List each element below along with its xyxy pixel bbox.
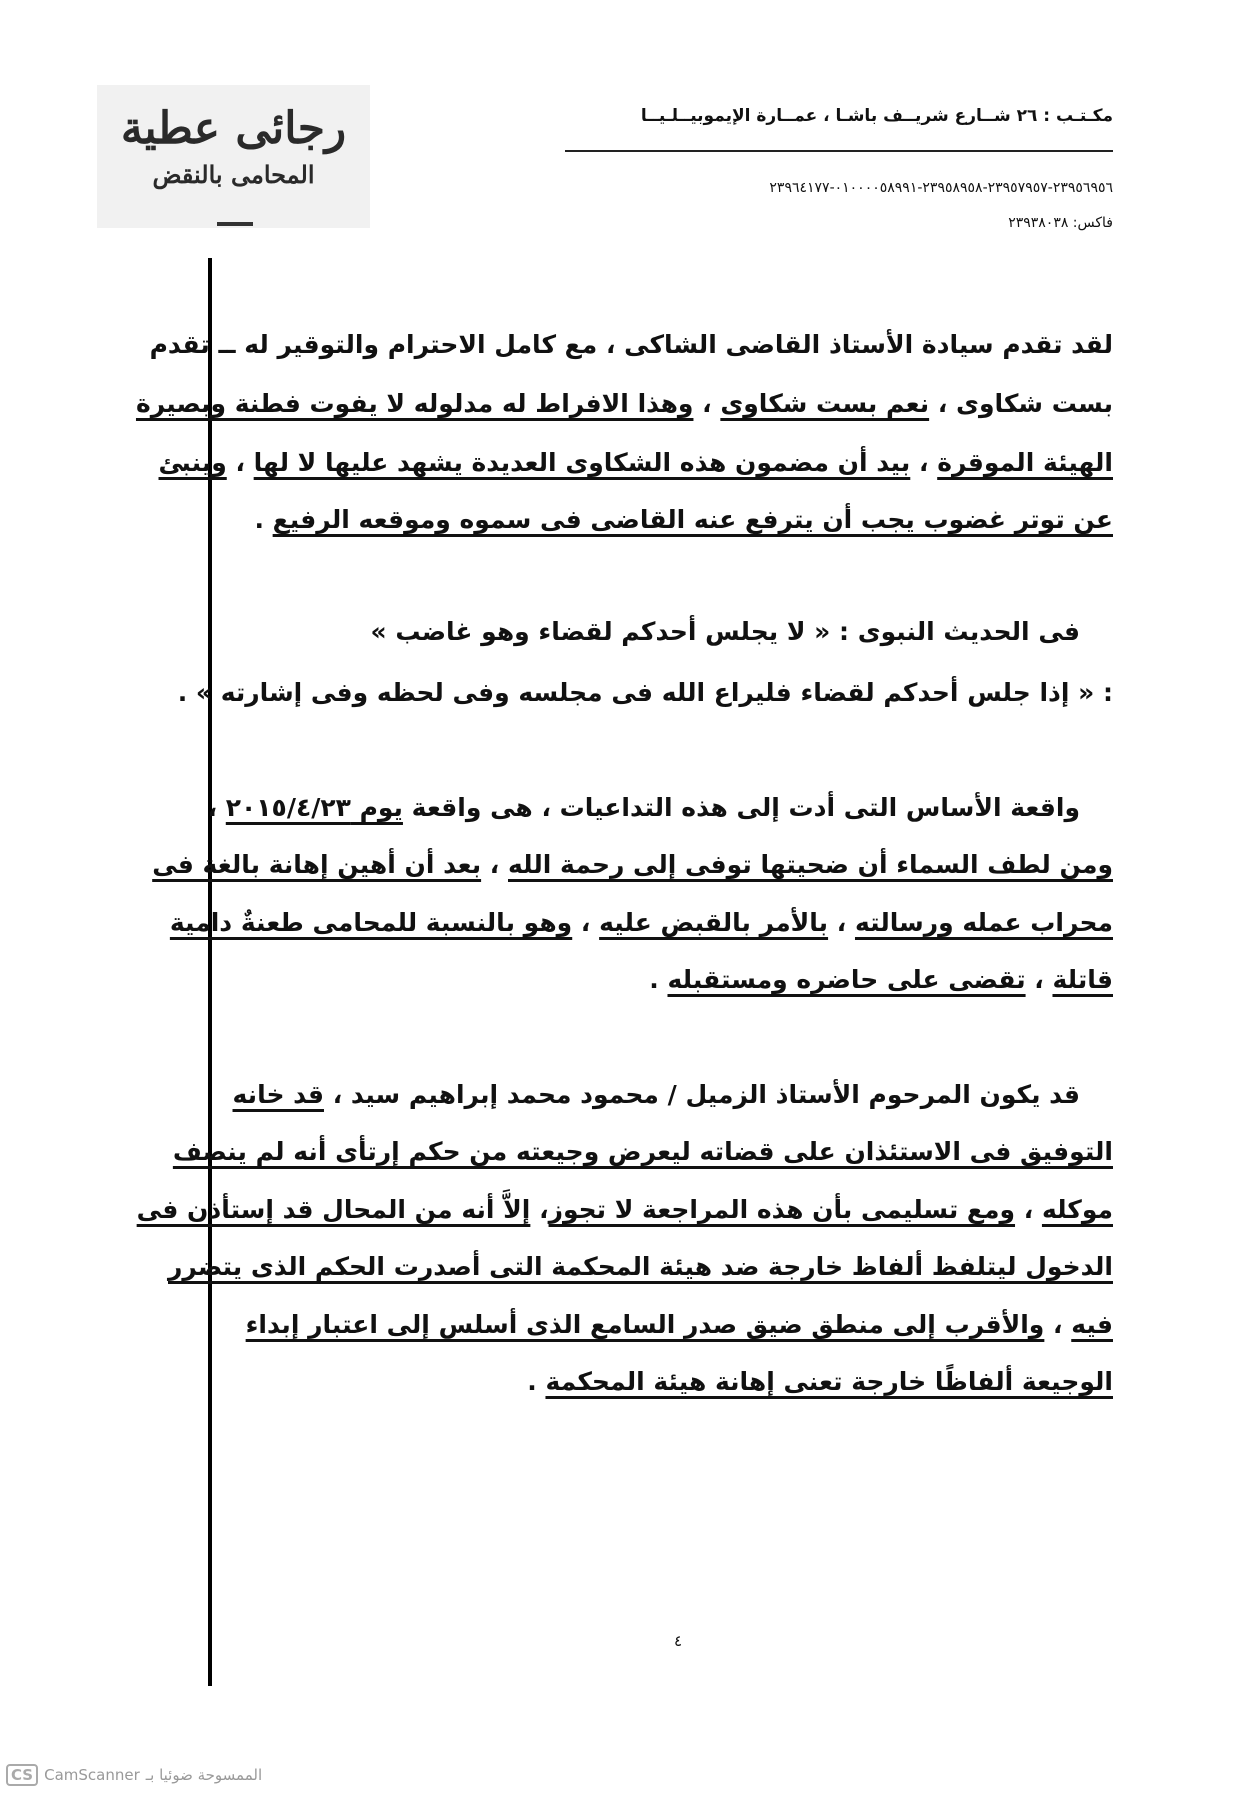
paragraph-1-line — [158, 443, 1113, 483]
underlined-text: عن توتر غضوب يجب أن يترفع عنه القاضى فى سموه وموقعه الرفيع — [272, 505, 1113, 534]
paragraph-3-line — [152, 845, 1113, 885]
text-segment: ، — [828, 908, 855, 937]
underlined-text: محراب عمله ورسالته — [854, 908, 1113, 937]
underlined-text: موكله — [1041, 1195, 1113, 1224]
camscanner-brand: CamScanner — [44, 1766, 140, 1784]
paragraph-4-line — [232, 1075, 1080, 1115]
underlined-text: قاتلة — [1052, 965, 1113, 994]
paragraph-2-line — [177, 673, 1113, 713]
underlined-text: إلاَّ أنه من المحال قد إستأذن فى — [136, 1195, 531, 1224]
text-segment: . — [527, 1367, 546, 1396]
underlined-text: وينبئ — [158, 448, 227, 477]
logo-underline — [217, 222, 253, 226]
text-segment: ، — [1044, 1310, 1072, 1339]
text-segment: واقعة الأساس التى أدت إلى هذه التداعيات ، هى واقعة — [402, 793, 1080, 822]
text-segment: لقد تقدم سيادة الأستاذ القاضى الشاكى ، مع كامل الاحترام والتوقير له ــ تقدم — [149, 330, 1113, 359]
text-segment: ، — [226, 448, 254, 477]
text-segment: فى الحديث النبوى : « لا يجلس أحدكم لقضاء وهو غاضب » — [370, 617, 1080, 646]
underlined-text: يوم ٢٠١٥/٤/٢٣ — [225, 793, 403, 822]
text-segment: ، — [481, 850, 508, 879]
camscanner-logo-icon: CS — [6, 1764, 38, 1786]
paragraph-1-line — [149, 325, 1113, 365]
paragraph-4-line — [136, 1190, 1113, 1230]
text-segment: قد يكون المرحوم الأستاذ الزميل / محمود محمد إبراهيم سيد ، — [323, 1080, 1080, 1109]
text-segment: ، — [693, 389, 721, 418]
text-segment: ، — [1015, 1195, 1042, 1224]
text-segment: بست شكاوى ، — [929, 389, 1113, 418]
underlined-text: فيه — [1071, 1310, 1113, 1339]
underlined-text: وهو بالنسبة للمحامى طعنةٌ دامية — [169, 908, 573, 937]
underlined-text: بالأمر بالقبض عليه — [599, 908, 829, 937]
text-segment: . — [649, 965, 668, 994]
text-segment: ، — [910, 448, 938, 477]
page-number: ٤ — [674, 1632, 683, 1650]
text-segment: ، — [530, 1195, 549, 1224]
underlined-text: بيد أن مضمون هذه الشكاوى العديدة يشهد عليها لا لها — [253, 448, 911, 477]
underlined-text: ومن لطف السماء أن ضحيتها توفى إلى رحمة الله — [508, 850, 1113, 879]
paragraph-4-line — [168, 1247, 1113, 1287]
text-segment: ، — [207, 793, 226, 822]
text-segment: ، — [572, 908, 600, 937]
underlined-text: ومع تسليمى بأن هذه المراجعة لا تجوز — [548, 1195, 1016, 1224]
paragraph-4-line — [172, 1132, 1113, 1172]
paragraph-3-line — [169, 903, 1113, 943]
text-segment: ، — [1025, 965, 1053, 994]
camscanner-watermark — [6, 1764, 262, 1786]
paragraph-3-line — [247, 960, 1113, 1000]
paragraph-4-line — [247, 1305, 1113, 1345]
paragraph-2-line — [247, 612, 1080, 652]
underlined-text: تقضى على حاضره ومستقبله — [667, 965, 1026, 994]
underlined-text: بعد أن أهين إهانة بالغة فى — [152, 850, 482, 879]
underlined-text: قد خانه — [232, 1080, 324, 1109]
fax-number: فاكس: ٢٣٩٣٨٠٣٨ — [1008, 215, 1113, 231]
phone-numbers: ٢٣٩٥٦٩٥٦-٢٣٩٥٧٩٥٧-٢٣٩٥٨٩٥٨-٠١٠٠٠٠٥٨٩٩١-٢٣٩٦٤١٧٧ — [769, 180, 1113, 196]
header-divider — [565, 150, 1113, 152]
letterhead-logo — [97, 85, 370, 228]
underlined-text: نعم بست شكاوى — [720, 389, 930, 418]
paragraph-1-line — [247, 500, 1113, 540]
text-segment: : « إذا جلس أحدكم لقضاء فليراع الله فى مجلسه وفى لحظه وفى إشارته » . — [177, 678, 1113, 707]
text-segment: . — [254, 505, 273, 534]
underlined-text: والأقرب إلى منطق ضيق صدر السامع الذى أسلس إلى اعتبار إبداء — [245, 1310, 1045, 1339]
paragraph-3-line — [207, 788, 1080, 828]
underlined-text: الدخول ليتلفظ ألفاظ خارجة ضد هيئة المحكمة التى أصدرت الحكم الذى يتضرر — [168, 1252, 1113, 1281]
scanned-by-label: الممسوحة ضوئيا بـ — [145, 1766, 263, 1784]
logo-title: المحامى بالنقض — [152, 160, 315, 189]
underlined-text: الهيئة الموقرة — [937, 448, 1113, 477]
underlined-text: التوفيق فى الاستئذان على قضاته ليعرض وجيعته من حكم إرتأى أنه لم ينصف — [172, 1137, 1113, 1166]
paragraph-1-line — [135, 384, 1113, 424]
underlined-text: الوجيعة ألفاظًا خارجة تعنى إهانة هيئة المحكمة — [545, 1367, 1113, 1396]
underlined-text: وهذا الافراط له مدلوله لا يفوت فطنة وبصيرة — [135, 389, 694, 418]
logo-name: رجائى عطية — [120, 103, 347, 154]
office-address: مكـتـب : ٢٦ شــارع شريــف باشـا ، عمــارة الإيموبيــلـيــا — [640, 106, 1113, 126]
paragraph-4-line — [247, 1362, 1113, 1402]
